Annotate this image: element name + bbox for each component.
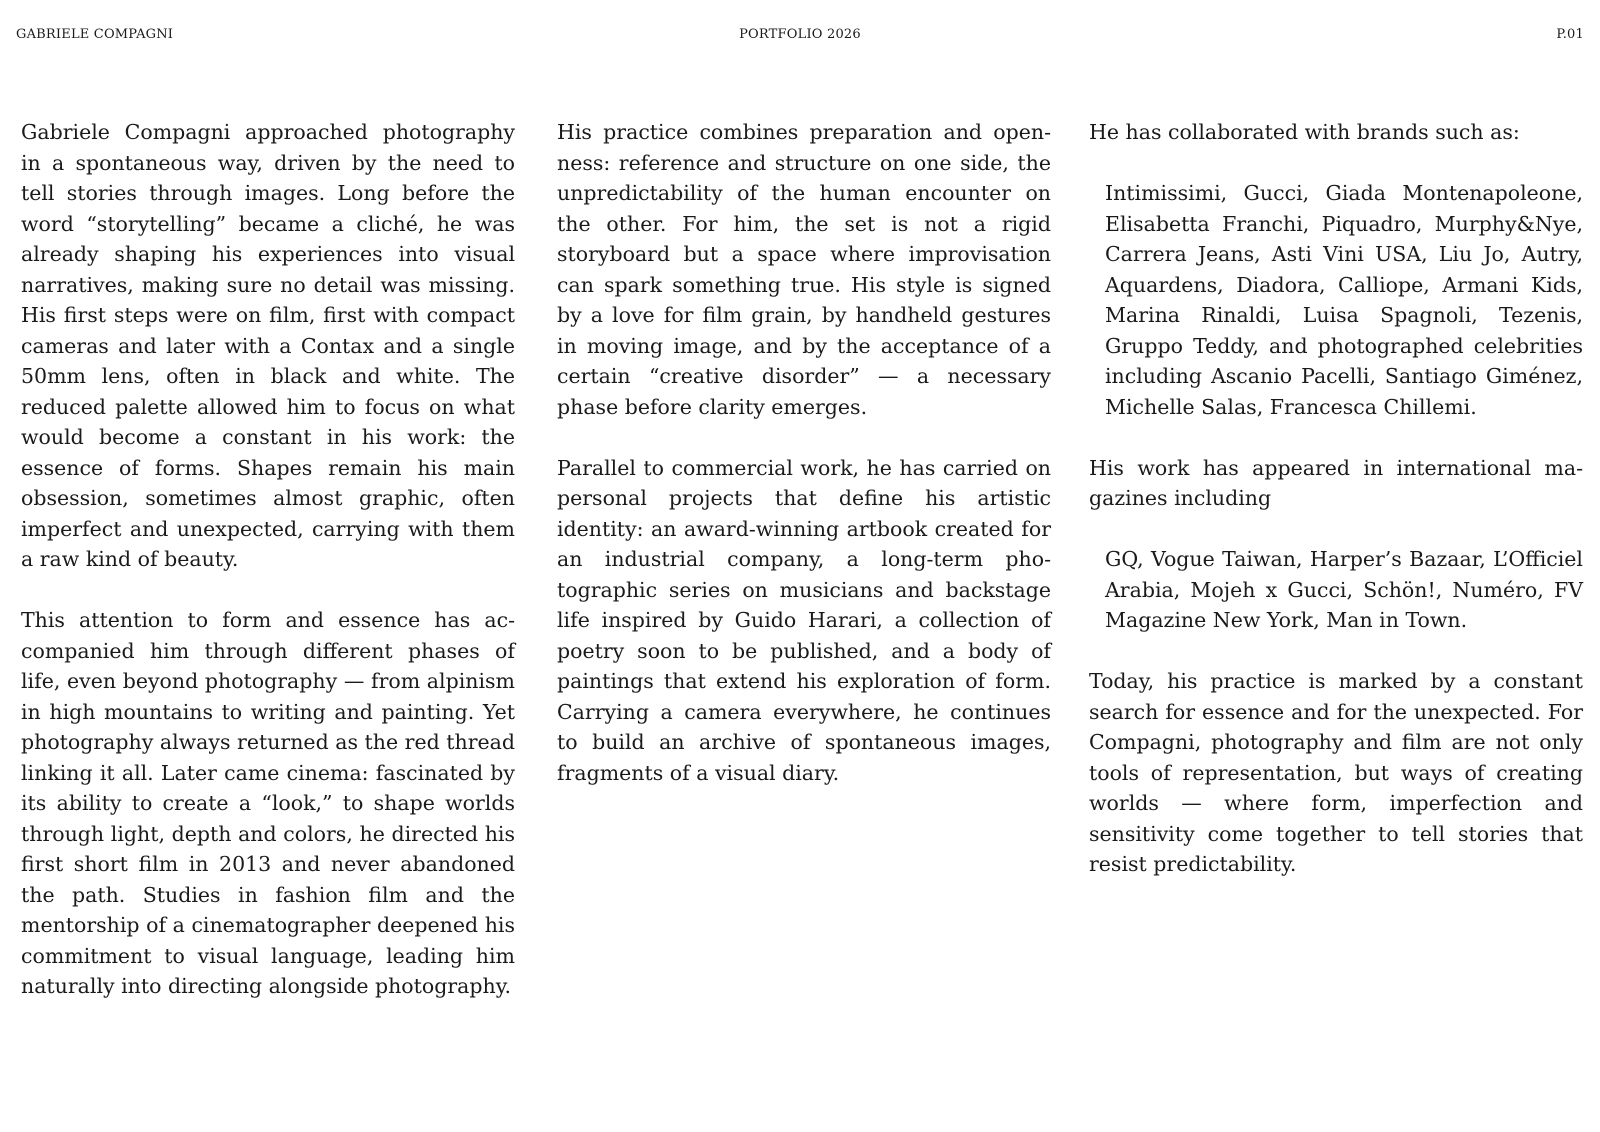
paragraph-personal-projects: Parallel to commercial work, he has carried on personal projects that define his artistic identity: an award-winning artbook created for an industrial company, a long-term photographic series on musicians and backstage life inspired by Guido Harari, a collection of poetry soon to be published, and a body of paintings that extend his exploration of form. Carrying a camera everywhere, he continues to build an archive of spontaneous images, fragments of a visual diary. <box>557 455 1051 785</box>
text-column-2 <box>557 117 1051 788</box>
document-title: PORTFOLIO 2026 <box>739 27 861 42</box>
paragraph-form-and-cinema: This attention to form and essence has accompanied him through different phases of life, even beyond photography — from alpinism in high mountains to writing and painting. Yet photography always returned as the red thread linking it all. Later came cinema: fascinated by its ability to create a “look,” to shape worlds through light, depth and colors, he directed his first short film in 2013 and never abandoned the path. Studies in fashion film and the mentorship of a cinematographer deepened his commitment to visual language, leading him naturally into directing alongside photography. <box>21 608 515 998</box>
text-column-1 <box>21 117 515 1002</box>
paragraph-practice: His practice combines preparation and openness: reference and structure on one side, the unpredictability of the human encounter on the other. For him, the set is not a rigid storyboard but a space where improvisation can spark something true. His style is signed by a love for film grain, by handheld gestures in moving image, and by the acceptance of a certain “creative disorder” — a necessary phase before clarity emerges. <box>557 120 1051 419</box>
paragraph-closing: Today, his practice is marked by a constant search for essence and for the unexpected. For Compagni, photography and film are not only tools of representation, but ways of creating worlds — where form, imperfection and sensitivity come together to tell stories that resist predictability. <box>1089 669 1583 876</box>
text-column-3 <box>1089 117 1583 880</box>
page-header <box>16 27 1584 45</box>
magazines-intro: His work has appeared in international magazines including <box>1089 455 1583 510</box>
author-name: GABRIELE COMPAGNI <box>16 27 174 42</box>
page-number: P.01 <box>1556 27 1584 42</box>
brands-intro: He has collaborated with brands such as: <box>1089 120 1520 144</box>
paragraph-origins: Gabriele Compagni approached photography in a spontaneous way, driven by the need to tell stories through images. Long before the word “storytelling” became a cliché, he was already shaping his experiences into visual narratives, making sure no detail was missing. His first steps were on film, first with compact cameras and later with a Contax and a single 50mm lens, often in black and white. The reduced palette allowed him to focus on what would become a constant in his work: the essence of forms. Shapes remain his main obsession, sometimes almost graphic, often imperfect and unexpected, carrying with them a raw kind of beauty. <box>21 120 515 571</box>
magazines-list: GQ, Vogue Taiwan, Harper’s Bazaar, L’Officiel Arabia, Mojeh x Gucci, Schön!, Numéro, FV Magazine New York, Man in Town. <box>1105 547 1583 632</box>
brands-list: Intimissimi, Gucci, Giada Montenapoleone, Elisabetta Franchi, Piquadro, Murphy&Nye, Carrera Jeans, Asti Vini USA, Liu Jo, Autry, Aquardens, Diadora, Calliope, Armani Kids, Marina Rinaldi, Luisa Spagnoli, Tezenis, Gruppo Teddy, and photographed celebrities including Ascanio Pacelli, Santiago Giménez, Michelle Salas, Francesca Chillemi. <box>1105 181 1583 419</box>
